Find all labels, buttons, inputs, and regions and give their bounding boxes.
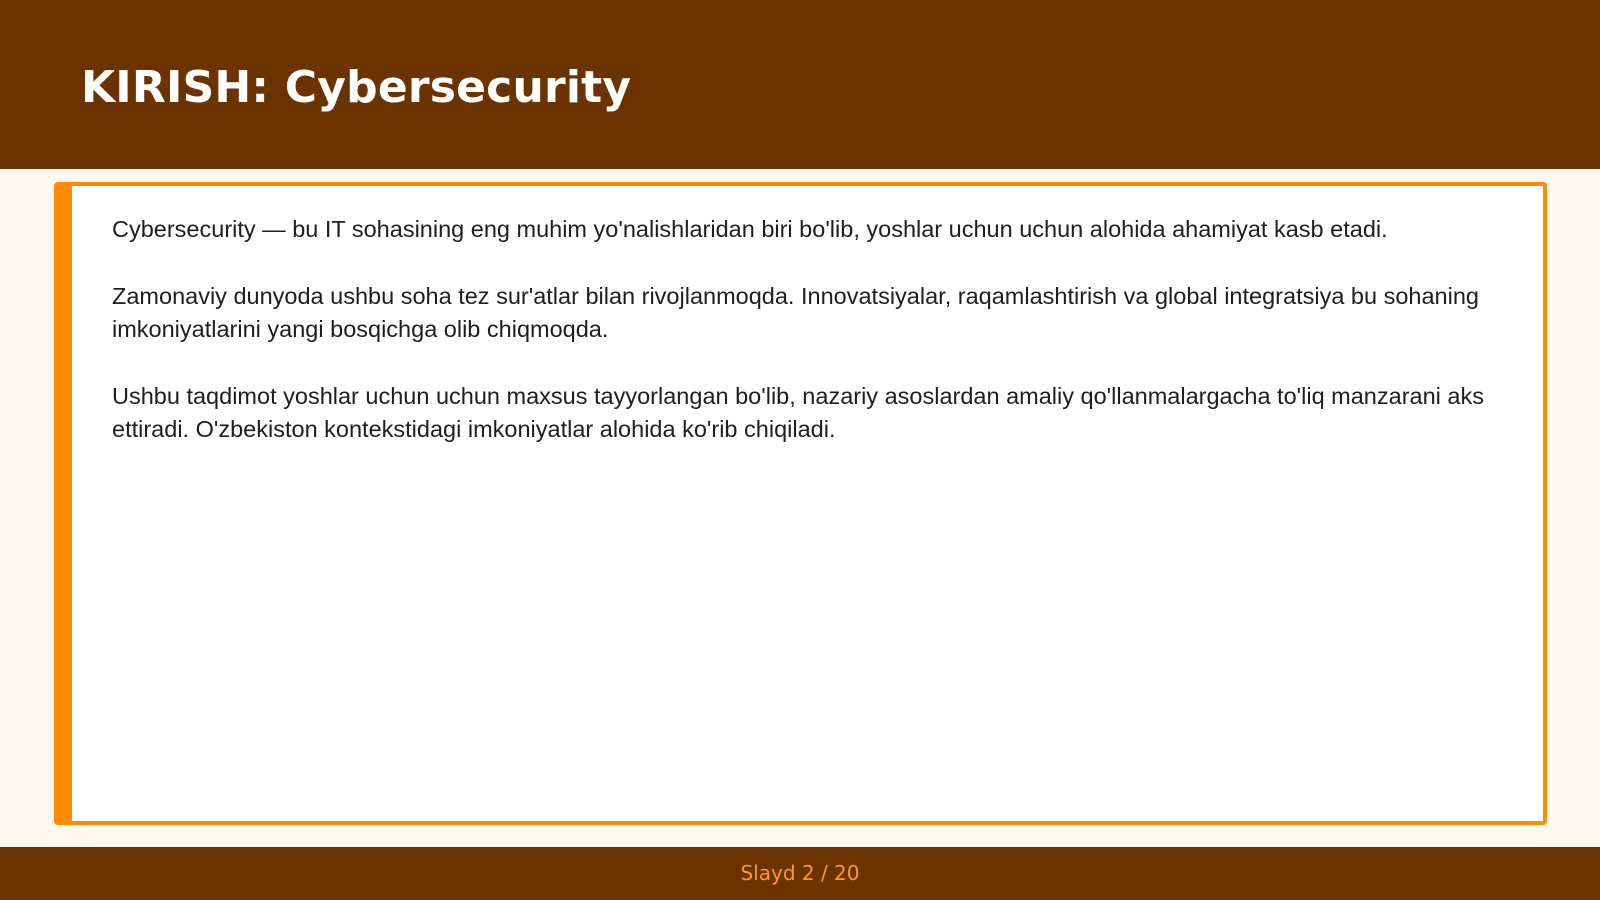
slide-title: KIRISH: Cybersecurity <box>81 62 632 113</box>
paragraph-intro: Cybersecurity — bu IT sohasining eng muhim yo'nalishlaridan biri bo'lib, yoshlar uchun uchun alohida ahamiyat kasb etadi. <box>112 216 1388 242</box>
paragraph-development: Zamonaviy dunyoda ushbu soha tez sur'atlar bilan rivojlanmoqda. Innovatsiyalar, raqamlashtirish va global integratsiya bu sohaning imkoniyatlarini yangi bosqichga olib chiqmoqda. <box>112 283 1479 342</box>
paragraph-presentation: Ushbu taqdimot yoshlar uchun uchun maxsus tayyorlangan bo'lib, nazariy asoslardan amaliy qo'llanmalargacha to'liq manzarani aks ettiradi. O'zbekiston kontekstidagi imkoniyatlar alohida ko'rib chiqiladi. <box>112 383 1484 442</box>
slide-number: Slayd 2 / 20 <box>740 861 860 885</box>
content-body <box>112 213 1512 480</box>
